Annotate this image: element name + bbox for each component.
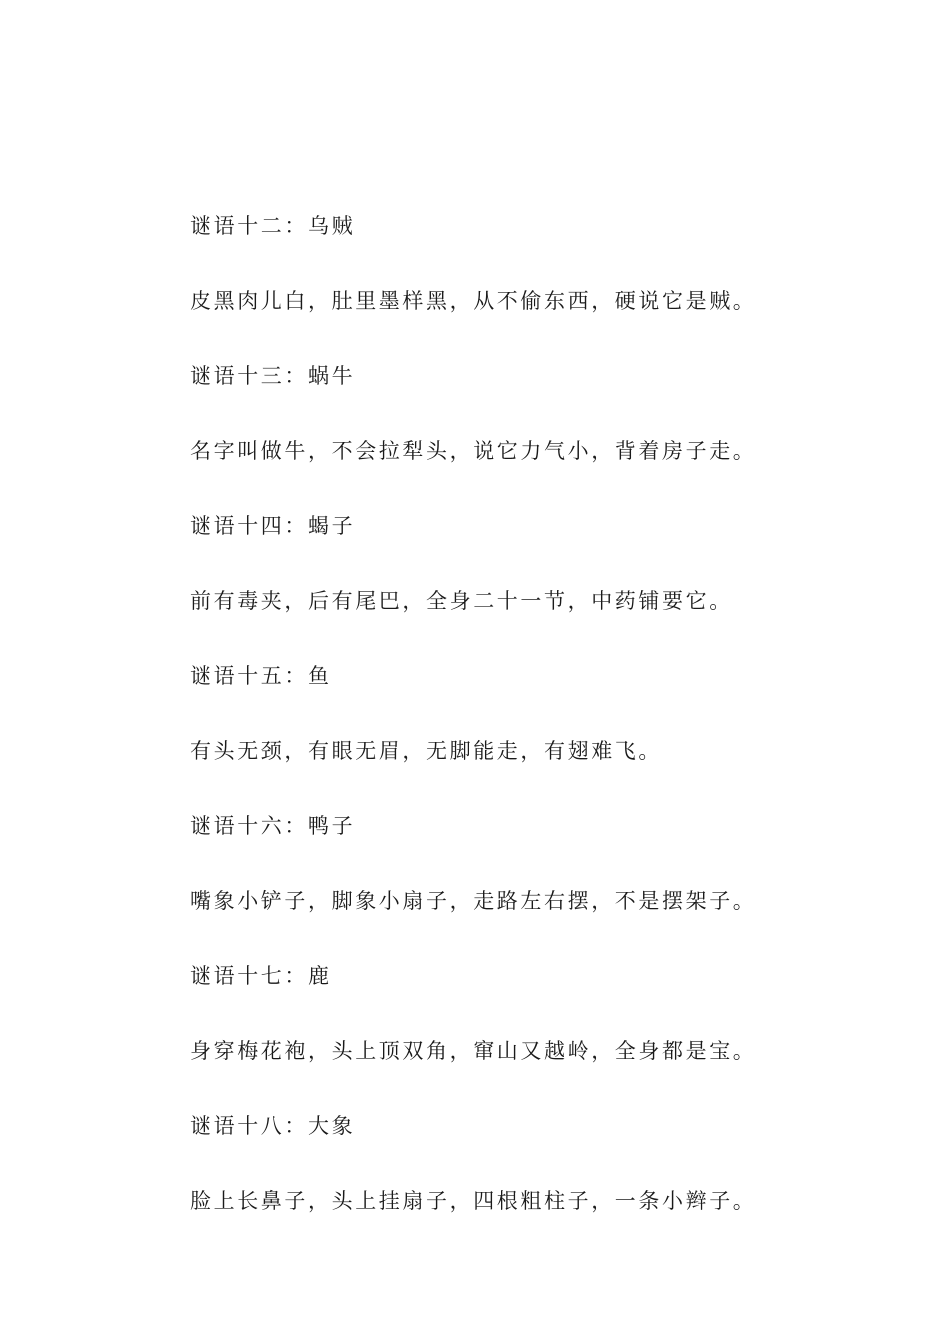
riddle-18-title: 谜语十八：大象 [190,1114,356,1138]
riddle-13-text: 名字叫做牛，不会拉犁头，说它力气小，背着房子走。 [190,439,757,463]
riddle-14-title: 谜语十四：蝎子 [190,514,356,538]
riddle-15-text: 有头无颈，有眼无眉，无脚能走，有翅难飞。 [190,739,662,763]
riddle-15-title: 谜语十五：鱼 [190,664,332,688]
riddle-17-title: 谜语十七：鹿 [190,964,332,988]
riddle-14-text: 前有毒夹，后有尾巴，全身二十一节，中药铺要它。 [190,589,733,613]
riddle-13-title: 谜语十三：蜗牛 [190,364,356,388]
riddle-17-text: 身穿梅花袍，头上顶双角，窜山又越岭，全身都是宝。 [190,1039,757,1063]
riddle-12-title: 谜语十二：乌贼 [190,214,356,238]
riddle-16-title: 谜语十六：鸭子 [190,814,356,838]
riddle-18-text: 脸上长鼻子，头上挂扇子，四根粗柱子，一条小辫子。 [190,1189,757,1213]
riddle-12-text: 皮黑肉儿白，肚里墨样黑，从不偷东西，硬说它是贼。 [190,289,757,313]
riddle-16-text: 嘴象小铲子，脚象小扇子，走路左右摆，不是摆架子。 [190,889,757,913]
riddle-list [190,208,790,1258]
